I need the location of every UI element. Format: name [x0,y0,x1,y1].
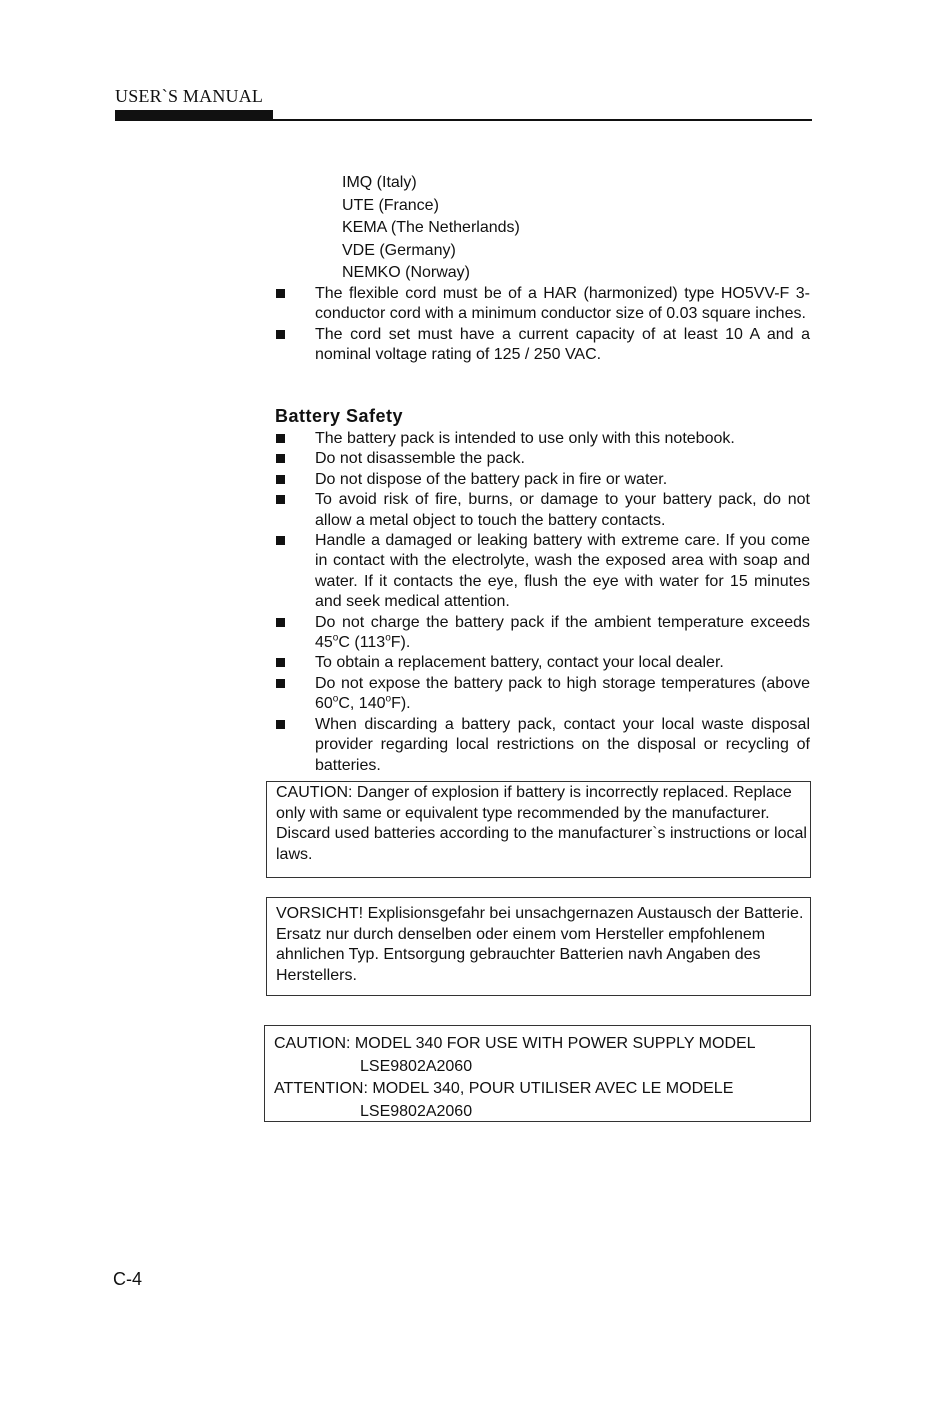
square-bullet-icon [276,289,285,298]
square-bullet-icon [276,536,285,545]
header-rule-thin [273,119,812,121]
square-bullet-icon [276,658,285,667]
vorsicht-box [266,897,811,996]
list-item: Do not charge the battery pack if the ambient temperature exceeds 45$^o$C (113$^o$F). [275,613,810,654]
square-bullet-icon [276,679,285,688]
list-item: Do not dispose of the battery pack in fire or water. [275,470,810,490]
model-attention-line: ATTENTION: MODEL 340, POUR UTILISER AVEC LE MODELE [274,1080,734,1098]
country-item: VDE (Germany) [342,241,456,259]
page-number: C-4 [113,1269,143,1289]
caution-text: CAUTION: Danger of explosion if battery is incorrectly replaced. Replace only with same or equivalent type recommended by the manufacturer. Discard used batteries according to the manufacturer`s instructions or local laws. [276,784,807,863]
model-number: LSE9802A2060 [360,1102,473,1120]
battery-safety-list [275,429,810,776]
list-item: The battery pack is intended to use only with this notebook. [275,429,810,449]
model-caution-line: CAUTION: MODEL 340 FOR USE WITH POWER SUPPLY MODEL [274,1035,756,1052]
header-title: USER`S MANUAL [115,86,264,106]
square-bullet-icon [276,618,285,627]
list-item: Do not expose the battery pack to high storage temperatures (above 60$^o$C, 140$^o$F). [275,674,810,715]
list-item: The flexible cord must be of a HAR (harmonized) type HO5VV-F 3-conductor cord with a minimum conductor size of 0.03 square inches. [275,284,810,325]
vorsicht-text: VORSICHT! Explisionsgefahr bei unsachgernazen Austausch der Batterie. Ersatz nur durch denselben oder einem vom Hersteller empfohlenem ahnlichen Typ. Entsorgung gebrauchter Batterien navh Angaben des Herstellers. [276,905,804,984]
list-item: To avoid risk of fire, burns, or damage to your battery pack, do not allow a metal object to touch the battery contacts. [275,490,810,531]
list-item: When discarding a battery pack, contact your local waste disposal provider regarding local restrictions on the disposal or recycling of batteries. [275,715,810,776]
country-item: IMQ (Italy) [342,174,417,191]
country-item: KEMA (The Netherlands) [342,219,520,237]
square-bullet-icon [276,495,285,504]
list-item: Do not disassemble the pack. [275,449,810,469]
model-number: LSE9802A2060 [360,1057,473,1075]
section-heading: Battery Safety [275,406,404,426]
model-caution-box [264,1025,811,1122]
list-item: Handle a damaged or leaking battery with extreme care. If you come in contact with the electrolyte, wash the exposed area with soap and water. If it contacts the eye, flush the eye with water for 15 minutes and seek medical attention. [275,531,810,613]
cord-requirements-list [275,284,810,366]
square-bullet-icon [276,330,285,339]
header-rule-thick [115,110,273,121]
square-bullet-icon [276,475,285,484]
list-item: To obtain a replacement battery, contact your local dealer. [275,653,810,673]
caution-box [266,781,811,878]
country-item: NEMKO (Norway) [342,264,471,282]
square-bullet-icon [276,454,285,463]
square-bullet-icon [276,720,285,729]
list-item: The cord set must have a current capacity of at least 10 A and a nominal voltage rating of 125 / 250 VAC. [275,325,810,366]
square-bullet-icon [276,434,285,443]
approval-country-list [342,172,520,285]
country-item: UTE (France) [342,196,439,214]
